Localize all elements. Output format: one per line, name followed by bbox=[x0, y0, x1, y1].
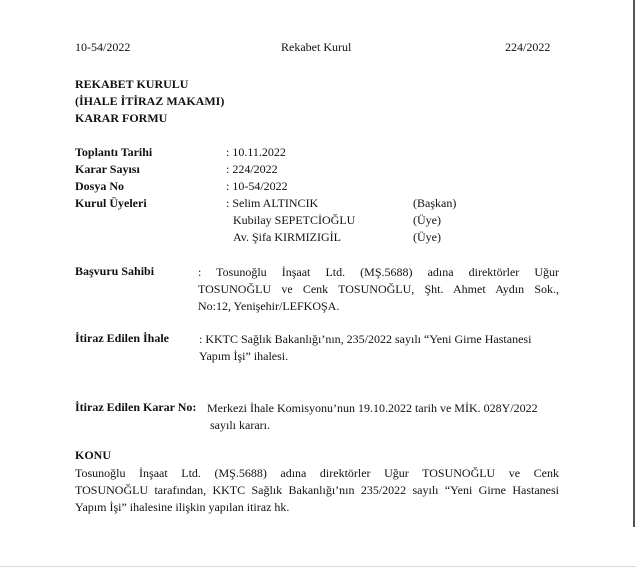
member-name: Kubilay SEPETCİOĞLU bbox=[233, 213, 356, 227]
page-bottom-edge bbox=[0, 566, 636, 567]
header-title: Rekabet Kurul bbox=[281, 40, 352, 54]
file-no-value: : 10-54/2022 bbox=[226, 179, 288, 193]
meeting-date-label: Toplantı Tarihi bbox=[75, 145, 153, 159]
member-role: (Üye) bbox=[413, 213, 441, 227]
member-name: : Selim ALTINCIK bbox=[226, 196, 319, 210]
title-line-2: (İHALE İTİRAZ MAKAMI) bbox=[75, 94, 225, 108]
applicant-value bbox=[198, 264, 559, 315]
tender-label: İtiraz Edilen İhale bbox=[75, 331, 170, 345]
members-label: Kurul Üyeleri bbox=[75, 196, 147, 210]
tender-line: : KKTC Sağlık Bakanlığı’nın, 235/2022 sayılı “Yeni Girne Hastanesi bbox=[199, 332, 532, 346]
member-role: (Başkan) bbox=[413, 196, 457, 210]
header-decision-no: 224/2022 bbox=[505, 40, 551, 54]
applicant-line: No:12, Yenişehir/LEFKOŞA. bbox=[198, 299, 340, 313]
applicant-label: Başvuru Sahibi bbox=[75, 264, 155, 278]
tender-line: Yapım İşi” ihalesi. bbox=[199, 349, 289, 363]
subject-line: TOSUNOĞLU tarafından, KKTC Sağlık Bakanlığı’nın 235/2022 sayılı “Yeni Girne Hastanesi bbox=[75, 483, 559, 497]
file-no-label: Dosya No bbox=[75, 179, 125, 193]
applicant-line: TOSUNOĞLU ve Cenk TOSUNOĞLU, Şht. Ahmet Aydın Sok., bbox=[198, 282, 559, 296]
decision-label: İtiraz Edilen Karar No: bbox=[75, 400, 197, 414]
subject-body bbox=[75, 465, 559, 516]
subject-line: Tosunoğlu İnşaat Ltd. (MŞ.5688) adına direktörler Uğur TOSUNOĞLU ve Cenk bbox=[75, 466, 559, 480]
decision-no-value: : 224/2022 bbox=[226, 162, 278, 176]
meeting-date-value: : 10.11.2022 bbox=[226, 145, 286, 159]
member-role: (Üye) bbox=[413, 230, 441, 244]
header-file-no: 10-54/2022 bbox=[75, 40, 131, 54]
subject-heading: KONU bbox=[75, 448, 111, 462]
decision-line: sayılı kararı. bbox=[210, 418, 270, 432]
decision-value bbox=[207, 400, 538, 434]
subject-line: Yapım İşi” ihalesine ilişkin yapılan itiraz hk. bbox=[75, 500, 290, 514]
decision-line: Merkezi İhale Komisyonu’nun 19.10.2022 tarih ve MİK. 028Y/2022 bbox=[207, 401, 538, 415]
page-right-edge bbox=[633, 0, 635, 527]
title-line-3: KARAR FORMU bbox=[75, 111, 168, 125]
member-name: Av. Şifa KIRMIZIGİL bbox=[233, 230, 341, 244]
decision-no-label: Karar Sayısı bbox=[75, 162, 140, 176]
title-line-1: REKABET KURULU bbox=[75, 77, 189, 91]
applicant-line: : Tosunoğlu İnşaat Ltd. (MŞ.5688) adına direktörler Uğur bbox=[198, 265, 559, 279]
tender-value bbox=[199, 331, 531, 365]
